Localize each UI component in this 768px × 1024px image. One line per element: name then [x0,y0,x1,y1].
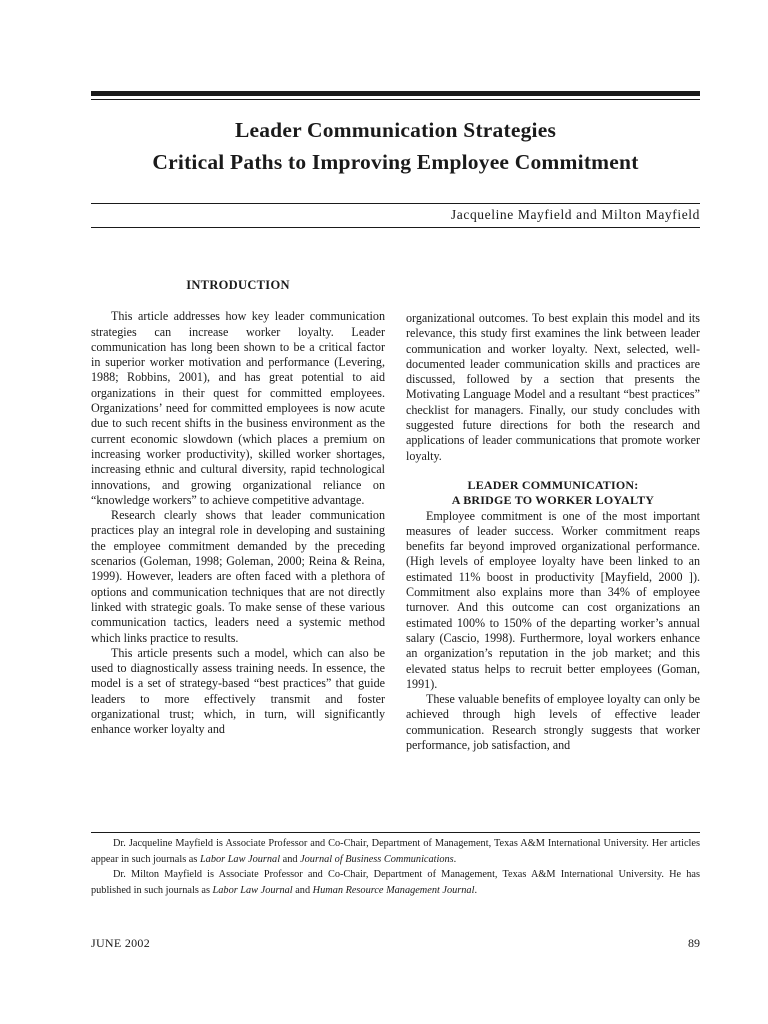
top-thin-rule [91,99,700,100]
authors-bottom-rule [91,227,700,228]
right-column [406,311,700,753]
intro-heading: INTRODUCTION [186,278,290,292]
footnote-milton: Dr. Milton Mayfield is Associate Professor and Co-Chair, Department of Management, Texas A&M International University. He has published in such journals as Labor Law Journal and Human Resource Management Journal. [91,869,700,896]
authors-top-rule [91,203,700,204]
footnote-rule [91,832,700,833]
article-title [91,114,700,178]
issue-date: JUNE 2002 [91,936,151,950]
intro-paragraph-3: This article presents such a model, which can also be used to diagnostically assess training needs. In essence, the model is a set of strategy-based “best practices” that guide leaders to more effectively transmit and foster organizational trust; which, in turn, will significantly enhance worker loyalty and [91,645,385,737]
author-byline: Jacqueline Mayfield and Milton Mayfield [450,207,700,222]
bridge-heading-line-1: LEADER COMMUNICATION: [467,477,639,492]
page-number: 89 [688,936,700,950]
bridge-heading [406,478,700,509]
intro-paragraph-3-continued: organizational outcomes. To best explain this model and its relevance, this study first examines the link between leader communication and worker loyalty. Next, selected, well-documented leader communication skills and practices are discussed, followed by a section that presents the Motivating Language Model and a resultant “best practices” checklist for managers. Finally, our study concludes with suggested future directions for both the research and applications of leader communications that promote worker loyalty. [406,311,700,463]
title-line-1: Leader Communication Strategies [234,118,557,142]
left-column [91,278,385,738]
footnote-jacqueline: Dr. Jacqueline Mayfield is Associate Professor and Co-Chair, Department of Management, Texas A&M International University. Her articles appear in such journals as Labor Law Journal and Journal of Business Communications. [91,838,700,865]
intro-paragraph-1: This article addresses how key leader communication strategies can increase worker loyalty. Leader communication has long been shown to be a critical factor in superior worker motivation and performance (Levering, 1988; Robbins, 2001), and has great potential to aid organizations in their quest for committed employees. Organizations’ need for committed employees is now acute due to such recent shifts in the business environment as the current economic slowdown (which places a premium on increasing worker productivity), skilled worker shortages, increasing ethnic and cultural diversity, rapid technological innovations, and growing organizational reliance on “knowledge workers” to achieve competitive advantage. [91,309,385,507]
bridge-paragraph-2: These valuable benefits of employee loyalty can only be achieved through high levels of effective leader communication. Research strongly suggests that worker performance, job satisfaction, and [406,692,700,753]
top-thick-rule [91,91,700,96]
title-line-2: Critical Paths to Improving Employee Commitment [152,150,639,174]
intro-paragraph-2: Research clearly shows that leader communication practices play an integral role in developing and sustaining the employee commitment demanded by the preceding scenarios (Goleman, 1998; Goleman, 2000; Reina & Reina, 1999). However, leaders are often faced with a plethora of options and communication techniques that are not directly linked with strategic goals. To make sense of these various communication tactics, leaders need a systemic method which links practice to results. [91,508,385,645]
bridge-paragraph-1: Employee commitment is one of the most important measures of leader success. Worker commitment reaps benefits far beyond improved organizational performance. (High levels of employee loyalty have been linked to an estimated 11% boost in productivity [Mayfield, 2000 ]). Commitment also explains more than 34% of employee turnover. And this outcome can cost organizations an estimated 100% to 150% of the departing worker’s annual salary (Cascio, 1998). Furthermore, loyal workers enhance an organization’s reputation in the job market; and this elevated status helps to recruit better employees (Goman, 1991). [406,508,700,691]
author-footnotes [91,836,700,898]
bridge-heading-line-2: A BRIDGE TO WORKER LOYALTY [451,493,655,508]
